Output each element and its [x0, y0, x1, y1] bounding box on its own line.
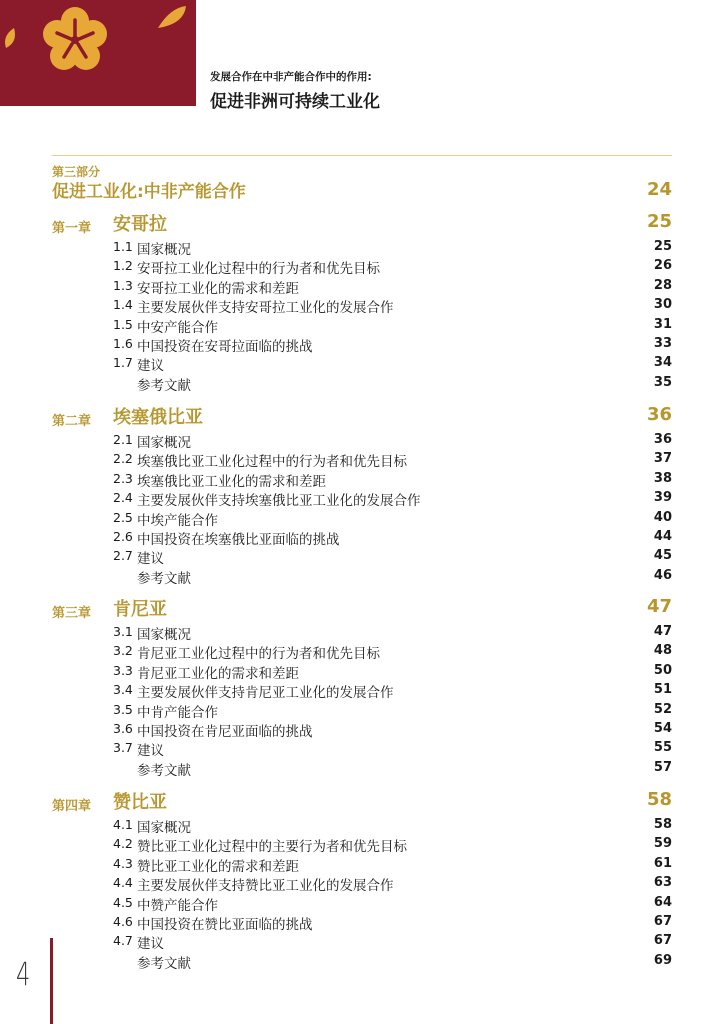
toc-entry[interactable]	[0, 816, 724, 835]
page-side-bar	[50, 938, 53, 1024]
chapter-title: 赞比亚	[113, 792, 167, 813]
entry-page-number: 52	[653, 701, 672, 717]
entry-page-number: 34	[653, 355, 672, 371]
entry-title: 参考文献	[137, 570, 191, 587]
entry-number: 1.5	[113, 316, 133, 332]
toc-entry[interactable]	[0, 701, 724, 720]
toc-entry[interactable]	[0, 431, 724, 450]
entry-page-number: 45	[653, 548, 672, 564]
entry-page-number: 55	[653, 740, 672, 756]
toc-entry[interactable]	[0, 374, 724, 393]
toc-entry[interactable]	[0, 470, 724, 489]
entry-title: 中国投资在埃塞俄比亚面临的挑战	[137, 531, 340, 548]
entry-number: 2.2	[113, 451, 133, 467]
entry-page-number: 28	[653, 277, 672, 293]
entry-title: 赞比亚工业化过程中的主要行为者和优先目标	[137, 839, 407, 856]
toc-entry[interactable]	[0, 277, 724, 296]
toc-entry[interactable]	[0, 354, 724, 373]
entry-number: 1.4	[113, 297, 133, 313]
entry-number: 1.2	[113, 258, 133, 274]
entry-title: 主要发展伙伴支持安哥拉工业化的发展合作	[137, 300, 394, 317]
chapter-section	[0, 403, 724, 586]
part-title[interactable]: 促进工业化:中非产能合作	[52, 182, 246, 202]
toc-entry[interactable]	[0, 296, 724, 315]
entry-page-number: 46	[653, 567, 672, 583]
entry-page-number: 37	[653, 451, 672, 467]
entry-title: 中国投资在安哥拉面临的挑战	[137, 338, 313, 355]
entry-page-number: 69	[653, 952, 672, 968]
toc-entry[interactable]	[0, 874, 724, 893]
entry-number: 4.1	[113, 817, 133, 832]
entry-number: 4.3	[113, 855, 133, 871]
entry-page-number: 61	[653, 855, 672, 871]
entry-page-number: 58	[653, 817, 672, 832]
entry-title: 参考文献	[137, 762, 191, 779]
entry-page-number: 64	[653, 894, 672, 910]
entry-number: 3.7	[113, 740, 133, 756]
entry-page-number: 39	[653, 490, 672, 506]
toc-entry[interactable]	[0, 932, 724, 951]
entry-number: 3.2	[113, 643, 133, 659]
toc-entry[interactable]	[0, 450, 724, 469]
entry-title: 建议	[137, 936, 164, 953]
chapter-page-number: 58	[646, 789, 672, 810]
entry-page-number: 67	[653, 933, 672, 949]
toc-entry[interactable]	[0, 662, 724, 681]
entry-page-number: 59	[653, 836, 672, 852]
chapter-page-number: 36	[646, 404, 672, 425]
toc-entry[interactable]	[0, 952, 724, 971]
toc-entry[interactable]	[0, 509, 724, 528]
chapter-page-number: 25	[646, 211, 672, 232]
entry-number: 2.6	[113, 528, 133, 544]
entry-number: 2.5	[113, 509, 133, 525]
entry-title: 埃塞俄比亚工业化的需求和差距	[137, 473, 326, 490]
toc-entry[interactable]	[0, 567, 724, 586]
header-subtitle: 发展合作在中非产能合作中的作用:	[210, 71, 372, 83]
entry-number: 4.7	[113, 933, 133, 949]
toc-entry[interactable]	[0, 623, 724, 642]
entry-title: 参考文献	[137, 377, 191, 394]
toc-entry[interactable]	[0, 528, 724, 547]
toc-entry[interactable]	[0, 759, 724, 778]
entry-page-number: 26	[653, 258, 672, 274]
entry-title: 建议	[137, 358, 164, 375]
entry-title: 国家概况	[137, 435, 191, 451]
entry-number: 2.1	[113, 432, 133, 447]
entry-title: 安哥拉工业化过程中的行为者和优先目标	[137, 261, 380, 278]
entry-number: 1.7	[113, 355, 133, 371]
entry-title: 建议	[137, 551, 164, 568]
part-page-number: 24	[646, 179, 672, 200]
entry-title: 埃塞俄比亚工业化过程中的行为者和优先目标	[137, 454, 407, 471]
chapter-heading[interactable]	[0, 210, 724, 238]
chapter-title: 埃塞俄比亚	[113, 407, 203, 428]
entry-page-number: 54	[653, 720, 672, 736]
entry-page-number: 63	[653, 875, 672, 891]
entry-title: 肯尼亚工业化过程中的行为者和优先目标	[137, 646, 380, 663]
chapter-heading[interactable]	[0, 403, 724, 431]
entry-page-number: 57	[653, 759, 672, 775]
entry-title: 肯尼亚工业化的需求和差距	[137, 665, 299, 682]
entry-title: 国家概况	[137, 242, 191, 258]
divider	[52, 155, 672, 156]
entry-page-number: 47	[653, 624, 672, 639]
chapter-number: 第一章	[52, 221, 92, 236]
toc-entry[interactable]	[0, 642, 724, 661]
entry-title: 国家概况	[137, 627, 191, 643]
entry-title: 主要发展伙伴支持赞比亚工业化的发展合作	[137, 878, 394, 895]
entry-title: 中埃产能合作	[137, 512, 218, 529]
entry-page-number: 35	[653, 374, 672, 390]
chapter-section	[0, 210, 724, 393]
chapter-number: 第四章	[52, 799, 92, 814]
toc-entry[interactable]	[0, 335, 724, 354]
entry-page-number: 36	[653, 432, 672, 447]
entry-page-number: 33	[653, 335, 672, 351]
chapter-page-number: 47	[646, 596, 672, 617]
entry-title: 中肯产能合作	[137, 704, 218, 721]
entry-number: 1.3	[113, 277, 133, 293]
entry-page-number: 31	[653, 316, 672, 332]
entry-title: 安哥拉工业化的需求和差距	[137, 280, 299, 297]
entry-number: 4.5	[113, 894, 133, 910]
entry-page-number: 48	[653, 643, 672, 659]
chapter-number: 第三章	[52, 606, 92, 621]
entry-page-number: 30	[653, 297, 672, 313]
page-number: 4	[16, 955, 31, 993]
entry-number: 4.4	[113, 875, 133, 891]
entry-number: 3.5	[113, 701, 133, 717]
entry-number: 4.6	[113, 913, 133, 929]
entry-number: 3.1	[113, 624, 133, 639]
entry-title: 主要发展伙伴支持埃塞俄比亚工业化的发展合作	[137, 493, 421, 510]
toc-entry[interactable]	[0, 913, 724, 932]
chapter-heading[interactable]	[0, 595, 724, 623]
toc-entry[interactable]	[0, 547, 724, 566]
header-banner	[0, 0, 196, 106]
entry-title: 中赞产能合作	[137, 897, 218, 914]
chapter-section	[0, 595, 724, 778]
part-label: 第三部分	[52, 165, 101, 179]
entry-title: 中国投资在肯尼亚面临的挑战	[137, 723, 313, 740]
toc-entry[interactable]	[0, 855, 724, 874]
entry-number: 3.3	[113, 662, 133, 678]
entry-page-number: 50	[653, 662, 672, 678]
entry-number: 2.3	[113, 470, 133, 486]
entry-number: 3.6	[113, 720, 133, 736]
entry-number: 2.7	[113, 548, 133, 564]
header-title: 促进非洲可持续工业化	[210, 92, 380, 112]
entry-page-number: 44	[653, 528, 672, 544]
toc-entry[interactable]	[0, 739, 724, 758]
entry-page-number: 67	[653, 913, 672, 929]
toc-entry[interactable]	[0, 489, 724, 508]
toc-entry[interactable]	[0, 257, 724, 276]
toc-entry[interactable]	[0, 720, 724, 739]
entry-number: 3.4	[113, 682, 133, 698]
entry-title: 建议	[137, 743, 164, 760]
entry-title: 国家概况	[137, 820, 191, 836]
entry-page-number: 40	[653, 509, 672, 525]
chapter-title: 安哥拉	[113, 214, 167, 235]
chapter-number: 第二章	[52, 414, 92, 429]
entry-title: 参考文献	[137, 955, 191, 972]
entry-title: 中国投资在赞比亚面临的挑战	[137, 916, 313, 933]
toc-entry[interactable]	[0, 681, 724, 700]
chapter-title: 肯尼亚	[113, 599, 167, 620]
chapter-section	[0, 788, 724, 971]
entry-page-number: 38	[653, 470, 672, 486]
toc-entry[interactable]	[0, 894, 724, 913]
flower-logo-icon	[0, 0, 196, 106]
toc-entry[interactable]	[0, 316, 724, 335]
toc-entry[interactable]	[0, 238, 724, 257]
entry-title: 中安产能合作	[137, 319, 218, 336]
entry-number: 4.2	[113, 836, 133, 852]
entry-number: 1.6	[113, 335, 133, 351]
entry-page-number: 25	[653, 239, 672, 254]
entry-title: 赞比亚工业化的需求和差距	[137, 858, 299, 875]
entry-number: 2.4	[113, 490, 133, 506]
entry-number: 1.1	[113, 239, 133, 254]
toc-entry[interactable]	[0, 835, 724, 854]
entry-page-number: 51	[653, 682, 672, 698]
entry-title: 主要发展伙伴支持肯尼亚工业化的发展合作	[137, 685, 394, 702]
chapter-heading[interactable]	[0, 788, 724, 816]
